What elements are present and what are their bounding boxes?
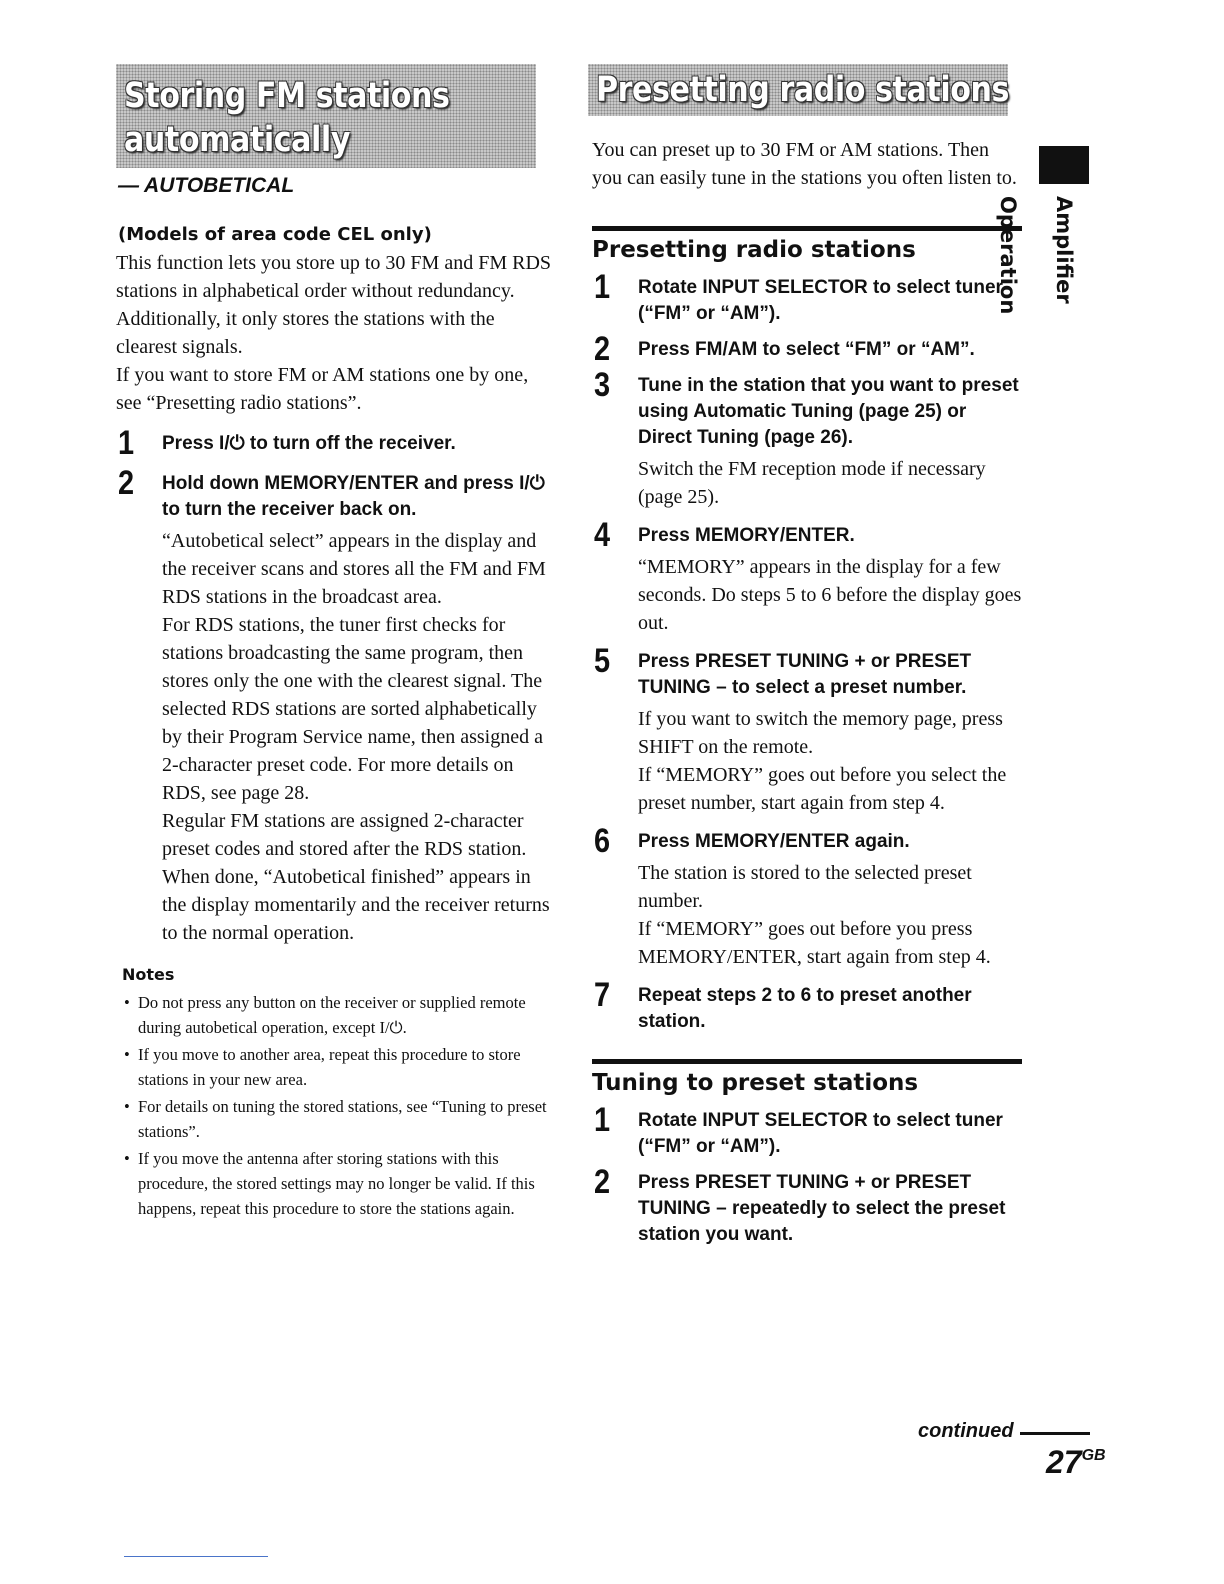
section-divider <box>592 226 1022 231</box>
preset-step-3 <box>592 366 1022 511</box>
preset-step-7 <box>592 976 1022 1035</box>
preset-step-1 <box>592 268 1022 327</box>
tuning-step-2 <box>592 1163 1022 1248</box>
left-column <box>116 172 556 1223</box>
step-number: 4 <box>594 516 611 554</box>
step-number: 3 <box>594 366 611 404</box>
bottom-rule <box>124 1556 268 1557</box>
continued-rule <box>1020 1432 1090 1435</box>
chapter-tab-label: Amplifier Operation <box>996 196 1076 315</box>
page-number-value: 27 <box>1046 1444 1082 1480</box>
step-body: If “MEMORY” goes out before you select the preset number, start again from step 4. <box>638 764 1007 814</box>
section-divider <box>592 1059 1022 1064</box>
step-number: 1 <box>594 268 611 306</box>
section-heading-presetting: Presetting radio stations <box>592 237 916 263</box>
left-title-line2: automatically <box>124 120 351 160</box>
note-item: • Do not press any button on the receiver or supplied remote during autobetical operation, except I/⏻. <box>116 990 556 1040</box>
step-number: 2 <box>118 464 135 502</box>
preset-step-2 <box>592 330 1022 368</box>
note-item: • If you move to another area, repeat this procedure to store stations in your new area. <box>116 1042 556 1092</box>
step-instruction: Repeat steps 2 to 6 to preset another station. <box>638 985 972 1032</box>
intro-paragraph-2: If you want to store FM or AM stations one by one, see “Presetting radio stations”. <box>116 364 529 414</box>
step-instruction: Rotate INPUT SELECTOR to select tuner (“FM” or “AM”). <box>638 277 1003 324</box>
step-instruction: Hold down MEMORY/ENTER and press I/⏻ to turn the receiver back on. <box>162 473 545 520</box>
step-instruction: Press FM/AM to select “FM” or “AM”. <box>638 339 975 360</box>
step-body: Switch the FM reception mode if necessary (page 25). <box>638 458 986 508</box>
step-2 <box>116 464 556 523</box>
right-intro: You can preset up to 30 FM or AM stations. Then you can easily tune in the stations you often listen to. <box>592 139 1017 189</box>
tuning-step-1 <box>592 1101 1022 1160</box>
step-number: 5 <box>594 642 611 680</box>
step-number: 7 <box>594 976 611 1014</box>
notes-title: Notes <box>122 965 175 984</box>
right-title-text: Presetting radio stations <box>596 70 1009 110</box>
step-number: 2 <box>594 330 611 368</box>
subtitle: — AUTOBETICAL <box>118 174 295 197</box>
step-body: The station is stored to the selected preset number. <box>638 862 972 912</box>
step-instruction: Rotate INPUT SELECTOR to select tuner (“FM” or “AM”). <box>638 1110 1003 1157</box>
note-item: • For details on tuning the stored stations, see “Tuning to preset stations”. <box>116 1094 556 1144</box>
step-body: If “MEMORY” goes out before you press MEMORY/ENTER, start again from step 4. <box>638 918 991 968</box>
step-instruction: Press I/⏻ to turn off the receiver. <box>162 433 456 454</box>
step-2-body-3: Regular FM stations are assigned 2-character preset codes and stored after the RDS station. <box>162 810 527 860</box>
step-instruction: Press PRESET TUNING + or PRESET TUNING – to select a preset number. <box>638 651 972 698</box>
step-2-body-4: When done, “Autobetical finished” appears in the display momentarily and the receiver returns to the normal operation. <box>162 866 550 944</box>
continued-label: continued <box>918 1420 1014 1442</box>
step-number: 6 <box>594 822 611 860</box>
step-2-body-1: “Autobetical select” appears in the display and the receiver scans and stores all the FM and FM RDS stations in the broadcast area. <box>162 530 546 608</box>
page-number-suffix: GB <box>1081 1447 1106 1464</box>
intro-paragraph-1: This function lets you store up to 30 FM and FM RDS stations in alphabetical order without redundancy. Additionally, it only stores the stations with the clearest signals. <box>116 252 552 358</box>
step-body: “MEMORY” appears in the display for a few seconds. Do steps 5 to 6 before the display goes out. <box>638 556 1022 634</box>
preset-step-6 <box>592 822 1022 971</box>
left-section-title <box>116 64 536 168</box>
left-title-line1: Storing FM stations <box>124 76 450 116</box>
step-2-body-2: For RDS stations, the tuner first checks for stations broadcasting the same program, then stores only the one with the clearest signal. The selected RDS stations are sorted alphabetically by their Program Service name, then assigned a 2-character preset code. For more details on RDS, see page 28. <box>162 614 543 804</box>
step-body: If you want to switch the memory page, press SHIFT on the remote. <box>638 708 1003 758</box>
right-section-title <box>588 64 1008 116</box>
section-heading-tuning: Tuning to preset stations <box>592 1070 919 1096</box>
right-column <box>592 136 1022 1252</box>
models-note: (Models of area code CEL only) <box>118 224 432 245</box>
step-instruction: Press MEMORY/ENTER. <box>638 525 855 546</box>
step-number: 1 <box>594 1101 611 1139</box>
note-item: • If you move the antenna after storing stations with this procedure, the stored settings may no longer be valid. If this happens, repeat this procedure to store the stations again. <box>116 1146 556 1221</box>
step-instruction: Press PRESET TUNING + or PRESET TUNING – repeatedly to select the preset station you want. <box>638 1172 1006 1245</box>
preset-step-4 <box>592 516 1022 637</box>
step-1 <box>116 424 556 462</box>
step-number: 2 <box>594 1163 611 1201</box>
step-instruction: Tune in the station that you want to preset using Automatic Tuning (page 25) or Direct Tuning (page 26). <box>638 375 1019 448</box>
preset-step-5 <box>592 642 1022 817</box>
left-title-text <box>124 74 450 162</box>
step-instruction: Press MEMORY/ENTER again. <box>638 831 910 852</box>
chapter-tab-marker <box>1039 146 1089 184</box>
step-number: 1 <box>118 424 135 462</box>
page-number <box>1046 1444 1106 1481</box>
